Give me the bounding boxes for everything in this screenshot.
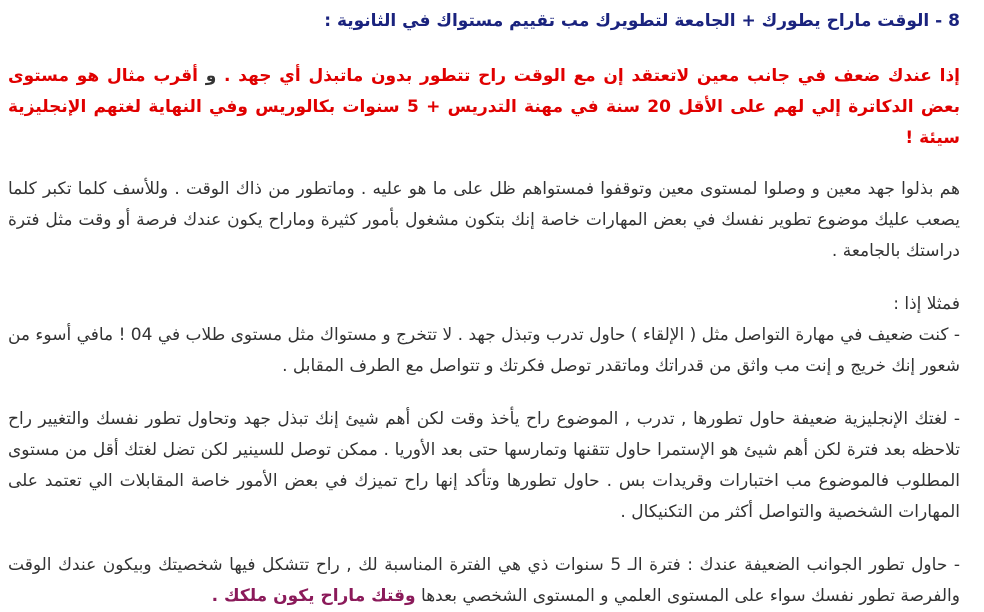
paragraph-english: - لغتك الإنجليزية ضعيفة حاول تطورها , تدرب , الموضوع راح يأخذ وقت لكن أهم شيئ إنك تبذل جهد وتحاول تطور نفسك والتغيير راح تلاحظه بعد فترة لكن أهم شيئ هو الإستمرا حاول تتقنها وتمارسها حتى بعد الأوريا . ممكن توصل للسينير لكن تضل لغتك أقل من مستوى المطلوب فالموضوع مب اختبارات وقريدات بس . حاول تطورها وتأكد إنها راح تميزك في بعض الأمور خاصة المقابلات الي تعتمد على المهارات الشخصية والتواصل أكثر من التكنيكال . bbox=[8, 409, 960, 522]
connector-text: و bbox=[197, 66, 225, 86]
spacer bbox=[8, 267, 960, 289]
paragraph-warning bbox=[8, 61, 960, 154]
example-text: أقرب مثال هو مستوى بعض الدكاترة إلي لهم على الأقل 20 سنة في مهنة التدريس + 5 سنوات بكالوريس وفي النهاية لغتهم الإنجليزية سيئة ! bbox=[8, 66, 960, 148]
section-heading: 8 - الوقت ماراح يطورك + الجامعة لتطويرك مب تقييم مستواك في الثانوية : bbox=[324, 11, 960, 31]
article-content bbox=[8, 6, 960, 612]
examples-intro: فمثلا إذا : bbox=[893, 294, 960, 314]
time-not-yours-text: وقتك ماراح يكون ملكك . bbox=[211, 586, 416, 606]
paragraph-explanation: هم بذلوا جهد معين و وصلوا لمستوى معين وتوقفوا فمستواهم ظل على ما هو عليه . وماتطور من ذاك الوقت . وللأسف كلما تكبر كلما يصعب عليك موضوع تطوير نفسك في بعض المهارات خاصة إنك بتكون مشغول بأمور كثيرة وماراح يكون عندك فرصة أو وقت مثل فترة دراستك بالجامعة . bbox=[8, 179, 960, 261]
spacer bbox=[8, 154, 960, 174]
warning-text: إذا عندك ضعف في جانب معين لاتعتقد إن مع الوقت راح تتطور بدون ماتبذل أي جهد . bbox=[224, 66, 960, 86]
paragraph-weak-sides bbox=[8, 550, 960, 612]
paragraph-communication: - كنت ضعيف في مهارة التواصل مثل ( الإلقاء ) حاول تدرب وتبذل جهد . لا تتخرج و مستواك مثل مستوى طلاب في 04 ! مافي أسوء من شعور إنك خريج و إنت مب واثق من قدراتك وماتقدر توصل فكرتك و تتواصل مع الطرف المقابل . bbox=[7, 325, 960, 376]
weak-sides-text: - حاول تطور الجوانب الضعيفة عندك : فترة الـ 5 سنوات ذي هي الفترة المناسبة لك , راح تتشكل فيها شخصيتك وبيكون عندك الوقت والفرصة تطور نفسك سواء على المستوى العلمي و المستوى الشخصي بعدها bbox=[8, 555, 961, 606]
spacer bbox=[8, 382, 960, 404]
spacer bbox=[8, 528, 960, 550]
spacer bbox=[8, 36, 960, 61]
